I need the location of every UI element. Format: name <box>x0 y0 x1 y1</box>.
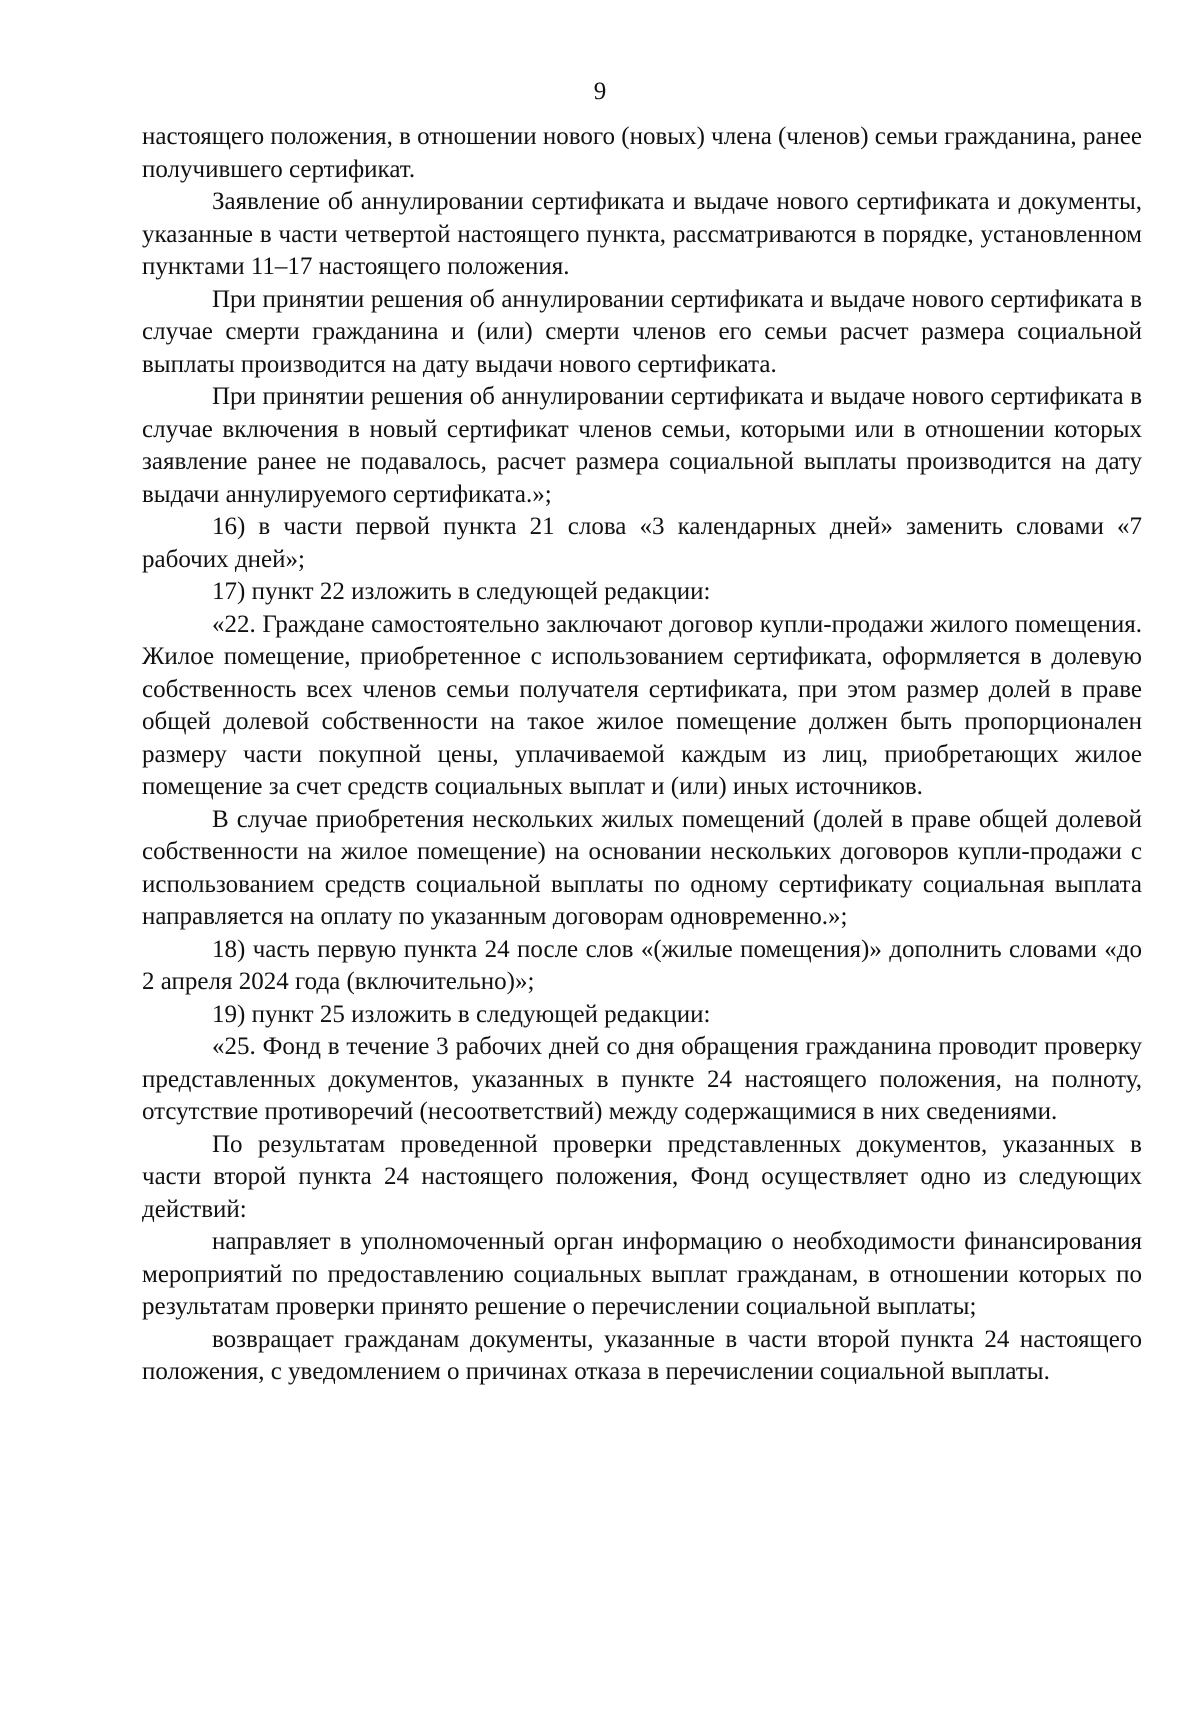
paragraph-item-16: 16) в части первой пункта 21 слова «3 календарных дней» заменить словами «7 рабочих дней»; <box>142 513 1142 573</box>
paragraph-multiple-premises: В случае приобретения нескольких жилых помещений (долей в праве общей долевой собственности на жилое помещение) на основании нескольких договоров купли-продажи с использованием средств социальной выплаты по одному сертификату социальная выплата направляется на оплату по указанным договорам одновременно.»; <box>142 805 1142 930</box>
paragraph-continuation: настоящего положения, в отношении нового (новых) члена (членов) семьи гражданина, ранее получившего сертификат. <box>142 123 1142 183</box>
paragraph-action-send-info: направляет в уполномоченный орган информацию о необходимости финансирования мероприятий по предоставлению социальных выплат гражданам, в отношении которых по результатам проверки принято решение о перечислении социальной выплаты; <box>142 1228 1142 1320</box>
paragraph-item-17: 17) пункт 22 изложить в следующей редакции: <box>212 578 711 605</box>
paragraph-item-18: 18) часть первую пункта 24 после слов «(жилые помещения)» дополнить словами «до 2 апреля 2024 года (включительно)»; <box>142 935 1142 995</box>
paragraph-application-review: Заявление об аннулировании сертификата и выдаче нового сертификата и документы, указанные в части четвертой настоящего пункта, рассматриваются в порядке, установленном пунктами 11–17 настоящего положения. <box>142 188 1142 280</box>
paragraph-check-results: По результатам проведенной проверки представленных документов, указанных в части второй пункта 24 настоящего положения, Фонд осуществляет одно из следующих действий: <box>142 1130 1142 1223</box>
paragraph-action-return-docs: возвращает гражданам документы, указанные в части второй пункта 24 настоящего положения, с уведомлением о причинах отказа в перечислении социальной выплаты. <box>142 1325 1142 1385</box>
paragraph-item-19: 19) пункт 25 изложить в следующей редакции: <box>212 1000 711 1028</box>
document-body <box>142 121 1142 1389</box>
paragraph-clause-22: «22. Граждане самостоятельно заключают договор купли-продажи жилого помещения. Жилое помещение, приобретенное с использованием сертификата, оформляется в долевую собственность всех членов семьи получателя сертификата, при этом размер долей в праве общей долевой собственности на такое жилое помещение должен быть пропорционален размеру части покупной цены, уплачиваемой каждым из лиц, приобретающих жилое помещение за счет средств социальных выплат и (или) иных источников. <box>142 610 1142 800</box>
page-number: 9 <box>593 78 607 105</box>
paragraph-death-calculation: При принятии решения об аннулировании сертификата и выдаче нового сертификата в случае смерти гражданина и (или) смерти членов его семьи расчет размера социальной выплаты производится на дату выдачи нового сертификата. <box>142 285 1142 378</box>
paragraph-inclusion-calculation: При принятии решения об аннулировании сертификата и выдаче нового сертификата в случае включения в новый сертификат членов семьи, которыми или в отношении которых заявление ранее не подавалось, расчет размера социальной выплаты производится на дату выдачи аннулируемого сертификата.»; <box>142 383 1142 508</box>
paragraph-clause-25: «25. Фонд в течение 3 рабочих дней со дня обращения гражданина проводит проверку представленных документов, указанных в пункте 24 настоящего положения, на полноту, отсутствие противоречий (несоответствий) между содержащимися в них сведениями. <box>142 1033 1142 1125</box>
